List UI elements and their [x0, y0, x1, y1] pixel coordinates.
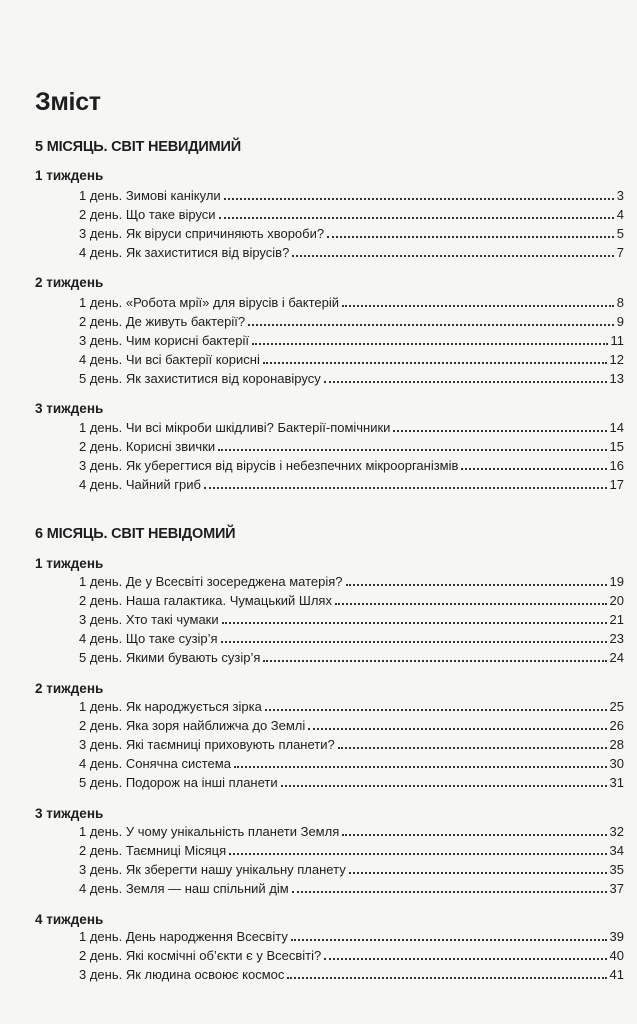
page-number: 16 [609, 458, 624, 473]
page-number: 19 [609, 574, 624, 589]
dot-leader [263, 660, 606, 662]
toc-entry[interactable] [79, 571, 624, 590]
page-number: 12 [609, 352, 624, 367]
entry-title: 4 день. Земля — наш спільний дім [79, 881, 289, 896]
dot-leader [342, 834, 606, 836]
toc-entry[interactable] [79, 840, 624, 859]
entry-title: 3 день. Хто такі чумаки [79, 612, 219, 627]
page-number: 30 [609, 756, 624, 771]
entry-title: 1 день. День народження Всесвіту [79, 929, 288, 944]
dot-leader [324, 381, 607, 383]
dot-leader [346, 584, 607, 586]
page-number: 37 [609, 881, 624, 896]
week-heading: 2 тиждень [35, 275, 104, 290]
page-number: 34 [609, 843, 624, 858]
toc-entry[interactable] [79, 926, 624, 945]
page-number: 8 [616, 295, 624, 310]
entry-title: 1 день. Як народжується зірка [79, 699, 262, 714]
toc-entry[interactable] [79, 368, 624, 387]
dot-leader [234, 766, 607, 768]
dot-leader [335, 603, 607, 605]
toc-entry[interactable] [79, 590, 624, 609]
entry-title: 3 день. Які таємниці приховують планети? [79, 737, 335, 752]
dot-leader [265, 709, 607, 711]
page-number: 24 [609, 650, 624, 665]
dot-leader [263, 362, 607, 364]
toc-entry[interactable] [79, 292, 624, 311]
entry-title: 2 день. Які космічні об’єкти є у Всесвіті? [79, 948, 322, 963]
dot-leader [229, 853, 606, 855]
dot-leader [342, 305, 614, 307]
entry-title: 4 день. Що таке сузір’я [79, 631, 218, 646]
page-number: 23 [609, 631, 624, 646]
page-number: 17 [609, 477, 624, 492]
page-number: 11 [610, 333, 624, 348]
entry-title: 1 день. Де у Всесвіті зосереджена матерія? [79, 574, 343, 589]
page-number: 7 [616, 245, 624, 260]
dot-leader [291, 939, 607, 941]
page-title: Зміст [35, 88, 101, 116]
entry-title: 1 день. У чому унікальність планети Земля [79, 824, 340, 839]
toc-entry[interactable] [79, 349, 624, 368]
page-number: 32 [609, 824, 624, 839]
dot-leader [324, 958, 606, 960]
entry-title: 2 день. Яка зоря найближча до Землі [79, 718, 306, 733]
toc-entry[interactable] [79, 609, 624, 628]
entry-title: 2 день. Де живуть бактерії? [79, 314, 246, 329]
entry-title: 4 день. Як захиститися від вірусів? [79, 245, 290, 260]
toc-entry[interactable] [79, 715, 624, 734]
page-number: 13 [609, 371, 624, 386]
toc-entry[interactable] [79, 311, 624, 330]
toc-entry[interactable] [79, 772, 624, 791]
dot-leader [338, 747, 607, 749]
entry-title: 4 день. Чи всі бактерії корисні [79, 352, 260, 367]
toc-entry[interactable] [79, 647, 624, 666]
dot-leader [224, 198, 614, 200]
page-number: 26 [609, 718, 624, 733]
dot-leader [308, 728, 606, 730]
page-number: 5 [616, 226, 624, 241]
dot-leader [292, 255, 613, 257]
toc-entry[interactable] [79, 945, 624, 964]
toc-entry[interactable] [79, 436, 624, 455]
page-number: 4 [616, 207, 624, 222]
page-number: 35 [609, 862, 624, 877]
page-number: 21 [609, 612, 624, 627]
dot-leader [218, 449, 606, 451]
toc-entry[interactable] [79, 878, 624, 897]
entry-title: 4 день. Сонячна система [79, 756, 231, 771]
page-number: 31 [609, 775, 624, 790]
week-heading: 1 тиждень [35, 556, 104, 571]
page-number: 39 [609, 929, 624, 944]
dot-leader [461, 468, 606, 470]
month-heading: 6 МІСЯЦЬ. СВІТ НЕВІДОМИЙ [35, 526, 236, 542]
entry-title: 3 день. Як зберегти нашу унікальну планету [79, 862, 346, 877]
toc-entry[interactable] [79, 223, 624, 242]
entry-title: 2 день. Що таке віруси [79, 207, 216, 222]
month-heading: 5 МІСЯЦЬ. СВІТ НЕВИДИМИЙ [35, 139, 241, 155]
week-heading: 4 тиждень [35, 912, 104, 927]
page-number: 40 [609, 948, 624, 963]
page-number: 28 [609, 737, 624, 752]
toc-entry[interactable] [79, 696, 624, 715]
entry-title: 1 день. Чи всі мікроби шкідливі? Бактерії-помічники [79, 420, 391, 435]
toc-entry[interactable] [79, 204, 624, 223]
entry-title: 1 день. «Робота мрії» для вірусів і бактерій [79, 295, 340, 310]
entry-title: 4 день. Чайний гриб [79, 477, 201, 492]
entry-title: 2 день. Наша галактика. Чумацький Шлях [79, 593, 332, 608]
toc-entry[interactable] [79, 417, 624, 436]
entry-title: 3 день. Як людина освоює космос [79, 967, 285, 982]
dot-leader [327, 236, 614, 238]
dot-leader [204, 487, 607, 489]
dot-leader [393, 430, 606, 432]
toc-entry[interactable] [79, 964, 624, 983]
toc-entry[interactable] [79, 330, 624, 349]
dot-leader [281, 785, 607, 787]
toc-entry[interactable] [79, 821, 624, 840]
week-heading: 3 тиждень [35, 806, 104, 821]
entry-title: 5 день. Як захиститися від коронавірусу [79, 371, 321, 386]
page-number: 20 [609, 593, 624, 608]
page-number: 41 [609, 967, 624, 982]
week-heading: 2 тиждень [35, 681, 104, 696]
entry-title: 3 день. Як уберегтися від вірусів і небезпечних мікроорганізмів [79, 458, 459, 473]
page-number: 15 [609, 439, 624, 454]
dot-leader [222, 622, 607, 624]
entry-title: 2 день. Таємниці Місяця [79, 843, 227, 858]
entry-title: 2 день. Корисні звички [79, 439, 216, 454]
toc-entry[interactable] [79, 753, 624, 772]
page-number: 3 [616, 188, 624, 203]
toc-entry[interactable] [79, 628, 624, 647]
dot-leader [221, 641, 607, 643]
entry-title: 5 день. Якими бувають сузір’я [79, 650, 261, 665]
toc-entry[interactable] [79, 185, 624, 204]
entry-title: 1 день. Зимові канікули [79, 188, 221, 203]
page-number: 25 [609, 699, 624, 714]
dot-leader [349, 872, 607, 874]
entry-title: 5 день. Подорож на інші планети [79, 775, 278, 790]
toc-entry[interactable] [79, 242, 624, 261]
week-heading: 3 тиждень [35, 401, 104, 416]
week-heading: 1 тиждень [35, 168, 104, 183]
toc-entry[interactable] [79, 859, 624, 878]
dot-leader [287, 977, 606, 979]
dot-leader [252, 343, 607, 345]
dot-leader [292, 891, 607, 893]
page-number: 14 [609, 420, 624, 435]
toc-entry[interactable] [79, 734, 624, 753]
page-number: 9 [616, 314, 624, 329]
toc-entry[interactable] [79, 455, 624, 474]
dot-leader [248, 324, 614, 326]
toc-entry[interactable] [79, 474, 624, 493]
entry-title: 3 день. Чим корисні бактерії [79, 333, 250, 348]
entry-title: 3 день. Як віруси спричиняють хвороби? [79, 226, 325, 241]
dot-leader [219, 217, 614, 219]
